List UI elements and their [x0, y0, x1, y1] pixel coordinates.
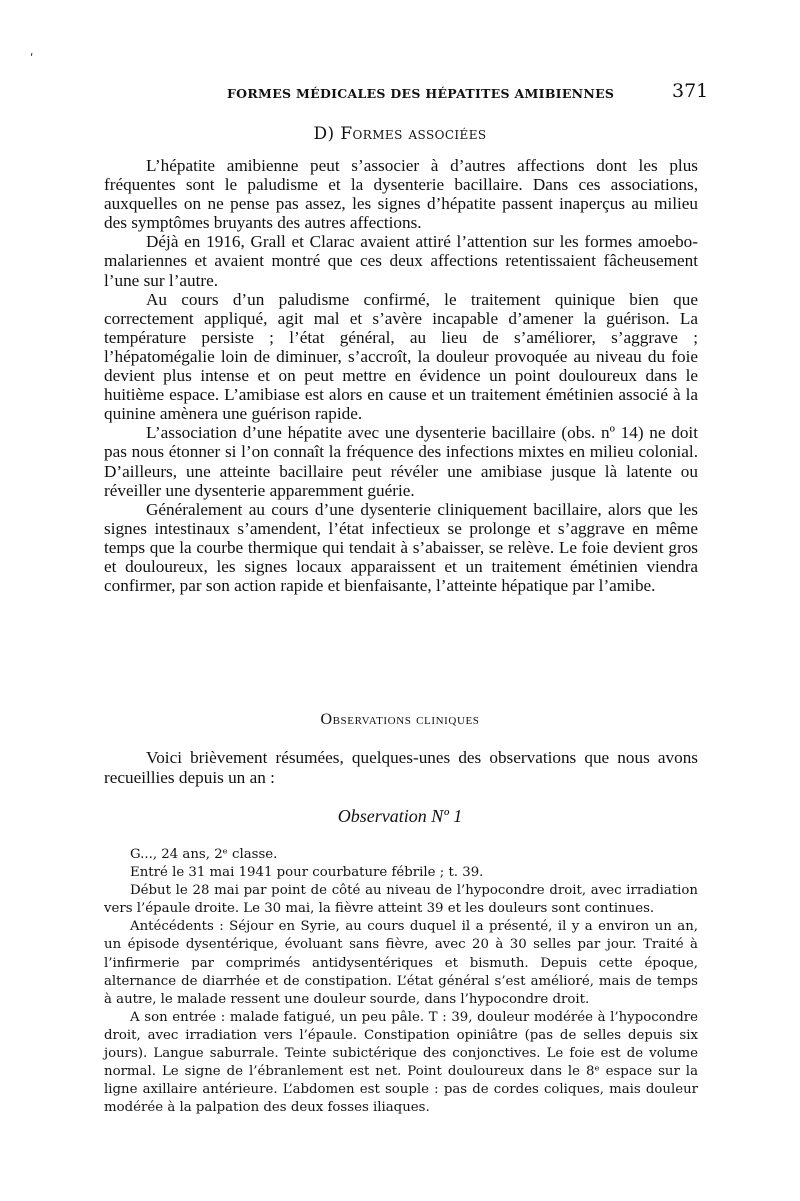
section-title: D) Formes associées — [313, 124, 487, 144]
case-line: Antécédents : Séjour en Syrie, au cours duquel il a présenté, il y a environ un an, un épisode dysentérique, évoluant sans fièvre, avec 20 à 30 selles par jour. Traité à l’infirmerie par comprimés antidysentériques et bismuth. Depuis cette époque, alternance de diarrhée et de constipation. L’état général s’est amélioré, mais de temps à autre, le malade ressent une douleur sourde, dans l’hypocondre droit. — [104, 919, 698, 1007]
running-title: FORMES MÉDICALES DES HÉPATITES AMIBIENNES — [227, 86, 615, 101]
subheading: Observations cliniques — [320, 711, 480, 728]
observation-title: Observation Nº 1 — [337, 806, 463, 826]
case-line: Entré le 31 mai 1941 pour courbature fébrile ; t. 39. — [130, 865, 484, 881]
case-report — [104, 846, 698, 1117]
body-text — [104, 156, 698, 595]
paragraph: Déjà en 1916, Grall et Clarac avaient attiré l’attention sur les formes amoebo-malariennes et avaient montré que ces deux affections retentissaient fâcheusement l’une sur l’autre. — [104, 232, 698, 290]
paragraph: Au cours d’un paludisme confirmé, le traitement quinique bien que correctement appliqué, agit mal et s’avère incapable d’amener la guérison. La température persiste ; l’état général, au lieu de s’améliorer, s’aggrave ; l’hépatomégalie loin de diminuer, s’accroît, la douleur provoquée au niveau du foie devient plus intense et on peut mettre en évidence un point douloureux dans le huitième espace. L’amibiase est alors en cause et un traitement émétinien associé à la quinine amènera une guérison rapide. — [104, 289, 698, 424]
intro-text — [104, 748, 698, 787]
page-header — [0, 80, 800, 108]
paragraph: Voici brièvement résumées, quelques-unes des observations que nous avons recueillies depuis un an : — [104, 748, 698, 787]
paragraph: Généralement au cours d’une dysenterie cliniquement bacillaire, alors que les signes intestinaux s’amendent, l’état infectieux se prolonge et s’aggrave en même temps que la courbe thermique qui tendait à s’abaisser, se relève. Le foie devient gros et douloureux, les signes locaux apparaissent et un traitement émétinien viendra confirmer, par son action rapide et bienfaisante, l’atteinte hépatique par l’amibe. — [104, 499, 698, 596]
case-line: Début le 28 mai par point de côté au niveau de l’hypocondre droit, avec irradiation vers l’épaule droite. Le 30 mai, la fièvre atteint 39 et les douleurs sont continues. — [104, 883, 698, 917]
case-line: A son entrée : malade fatigué, un peu pâle. T : 39, douleur modérée à l’hypocondre droit, avec irradiation vers l’épaule. Constipation opiniâtre (pas de selles depuis six jours). Langue saburrale. Teinte subictérique des conjonctives. Le foie est de volume normal. Le signe de l’ébranlement est net. Point douloureux dans le 8ᵉ espace sur la ligne axillaire antérieure. L’abdomen est souple : pas de cordes coliques, mais douleur modérée à la palpation des deux fosses iliaques. — [104, 1009, 698, 1116]
paragraph: L’association d’une hépatite avec une dysenterie bacillaire (obs. nº 14) ne doit pas nous étonner si l’on connaît la fréquence des infections mixtes en milieu colonial. D’ailleurs, une atteinte bacillaire peut révéler une amibiase jusque là latente ou réveiller une dysenterie apparemment guérie. — [104, 423, 698, 500]
scan-mark: ʹ — [30, 52, 34, 66]
paragraph: L’hépatite amibienne peut s’associer à d’autres affections dont les plus fréquentes sont le paludisme et la dysenterie bacillaire. Dans ces associations, auxquelles on ne pense pas assez, les signes d’hépatite passent inaperçus au milieu des symptômes bruyants des autres affections. — [104, 156, 698, 233]
page-number: 371 — [672, 80, 709, 102]
case-line: G..., 24 ans, 2ᵉ classe. — [130, 847, 278, 862]
